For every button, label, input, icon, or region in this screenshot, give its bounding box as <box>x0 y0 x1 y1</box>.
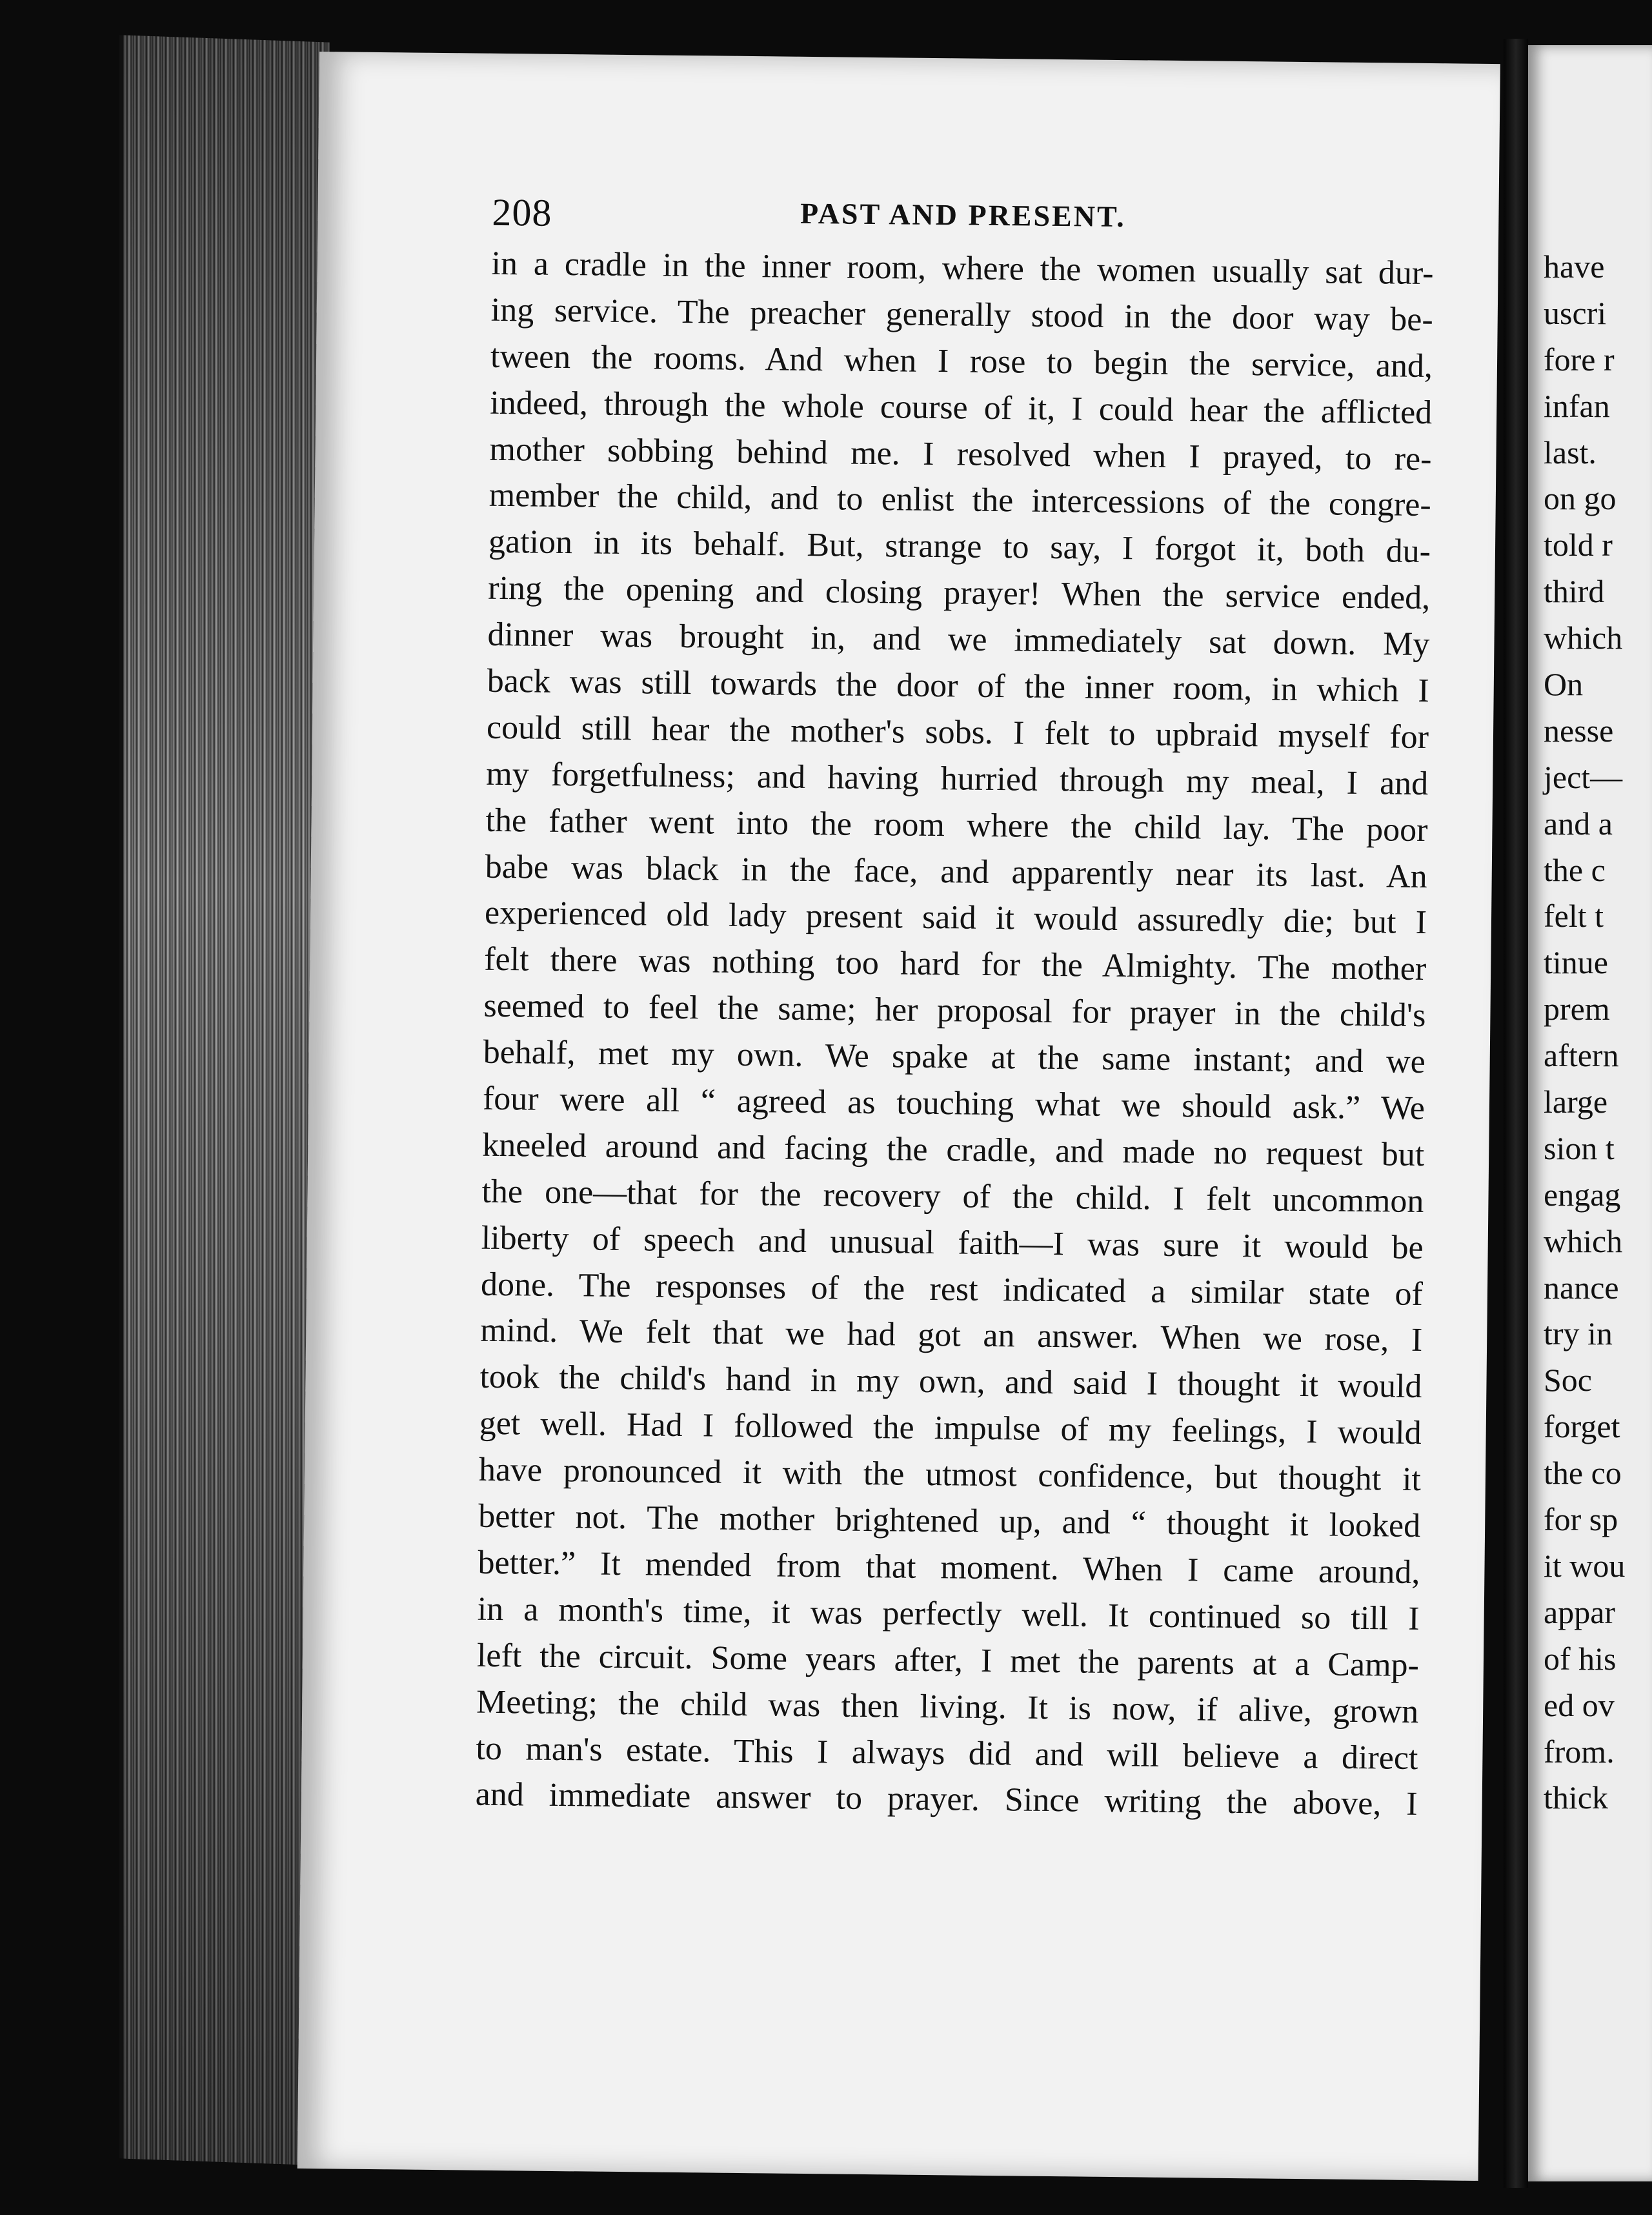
text-line: to man's estate. This I always did and will believe a direct <box>476 1730 1418 1777</box>
facing-text-line: infan <box>1544 387 1610 424</box>
facing-text-line: uscri <box>1544 294 1607 331</box>
facing-page <box>1528 45 1652 2181</box>
text-line: in a month's time, it was perfectly well. It continued so till I <box>477 1590 1420 1637</box>
facing-text-line: engag <box>1544 1176 1621 1213</box>
facing-page-text <box>1544 244 1652 1821</box>
left-page <box>297 52 1500 2181</box>
text-line: ing service. The preacher generally stood in the door way be- <box>490 291 1434 338</box>
body-text <box>475 241 1434 1828</box>
book-page-edges <box>119 35 330 2165</box>
text-line: dinner was brought in, and we immediately sat down. My <box>487 616 1430 663</box>
text-line: kneeled around and facing the cradle, and made no request but <box>481 1126 1425 1173</box>
facing-text-line: aftern <box>1544 1037 1619 1074</box>
text-line: liberty of speech and unusual faith—I was sure it would be <box>481 1219 1424 1266</box>
facing-text-line: last. <box>1544 434 1597 470</box>
facing-text-line: felt t <box>1544 898 1604 935</box>
facing-text-line: which <box>1544 620 1623 656</box>
facing-text-line: told r <box>1544 527 1613 563</box>
text-line: tween the rooms. And when I rose to begin the service, and, <box>490 338 1433 385</box>
text-line: babe was black in the face, and apparently near its last. An <box>485 848 1428 895</box>
text-line: ring the opening and closing prayer! When the service ended, <box>488 570 1431 617</box>
facing-text-line: the co <box>1544 1455 1622 1492</box>
text-line: my forgetfulness; and having hurried through my meal, I and <box>485 755 1429 802</box>
page-number: 208 <box>492 190 552 234</box>
text-line: in a cradle in the inner room, where the women usually sat dur- <box>491 245 1434 292</box>
text-line: left the circuit. Some years after, I met the parents at a Camp- <box>476 1637 1420 1684</box>
text-line: member the child, and to enlist the intercessions of the congre- <box>489 477 1432 524</box>
text-line: could still hear the mother's sobs. I felt to upbraid myself for <box>486 709 1429 756</box>
facing-text-line: fore r <box>1544 341 1615 378</box>
facing-text-line: thick <box>1544 1779 1608 1816</box>
text-line: have pronounced it with the utmost confidence, but thought it <box>478 1451 1422 1499</box>
facing-text-line: it wou <box>1544 1547 1626 1584</box>
text-line: took the child's hand in my own, and said I thought it would <box>479 1359 1422 1406</box>
facing-text-line: have <box>1544 248 1605 285</box>
text-line: mother sobbing behind me. I resolved when I prayed, to re- <box>489 430 1432 478</box>
text-line: back was still towards the door of the inner room, in which I <box>487 662 1430 710</box>
text-line: and immediate answer to prayer. Since writing the above, I <box>475 1776 1418 1823</box>
text-line: indeed, through the whole course of it, I could hear the afflicted <box>490 384 1433 431</box>
text-line: felt there was nothing too hard for the Almighty. The mother <box>483 941 1427 988</box>
facing-text-line: the c <box>1544 851 1606 888</box>
facing-text-line: sion t <box>1544 1129 1615 1166</box>
facing-text-line: On <box>1544 666 1584 703</box>
facing-text-line: from. <box>1544 1733 1615 1770</box>
facing-text-line: third <box>1544 573 1605 610</box>
facing-text-line: prem <box>1544 991 1610 1027</box>
facing-text-line: appar <box>1544 1593 1616 1630</box>
facing-text-line: and a <box>1544 805 1613 842</box>
facing-text-line: forget <box>1544 1408 1620 1445</box>
facing-text-line: try in <box>1544 1315 1613 1352</box>
text-line: behalf, met my own. We spake at the same instant; and we <box>483 1033 1425 1081</box>
text-line: Meeting; the child was then living. It is now, if alive, grown <box>476 1683 1419 1730</box>
facing-text-line: ject— <box>1544 758 1623 795</box>
facing-text-line: of his <box>1544 1640 1617 1677</box>
facing-text-line: ed ov <box>1544 1686 1615 1723</box>
text-line: the father went into the room where the child lay. The poor <box>485 802 1428 849</box>
facing-text-line: nance <box>1544 1269 1619 1306</box>
text-line: four were all “ agreed as touching what we should ask.” We <box>482 1080 1425 1128</box>
text-line: better.” It mended from that moment. When I came around, <box>478 1544 1420 1591</box>
facing-text-line: tinue <box>1544 944 1608 981</box>
book-gutter <box>1504 39 1528 2188</box>
facing-text-line: Soc <box>1544 1362 1592 1399</box>
text-line: seemed to feel the same; her proposal for prayer in the child's <box>483 987 1426 1035</box>
text-line: done. The responses of the rest indicated a similar state of <box>480 1266 1424 1313</box>
facing-text-line: large <box>1544 1084 1608 1120</box>
text-line: the one—that for the recovery of the child. I felt uncommon <box>481 1173 1424 1220</box>
facing-text-line: which <box>1544 1222 1623 1259</box>
facing-text-line: on go <box>1544 480 1617 517</box>
running-head: PAST AND PRESENT. <box>800 196 1127 234</box>
text-line: better not. The mother brightened up, and “ thought it looked <box>478 1497 1421 1545</box>
text-line: gation in its behalf. But, strange to say, I forgot it, both du- <box>488 523 1431 571</box>
text-line: get well. Had I followed the impulse of my feelings, I would <box>479 1404 1422 1452</box>
facing-text-line: nesse <box>1544 712 1614 749</box>
text-line: experienced old lady present said it would assuredly die; but I <box>484 895 1427 942</box>
facing-text-line: for sp <box>1544 1501 1618 1538</box>
text-line: mind. We felt that we had got an answer. When we rose, I <box>479 1312 1423 1359</box>
